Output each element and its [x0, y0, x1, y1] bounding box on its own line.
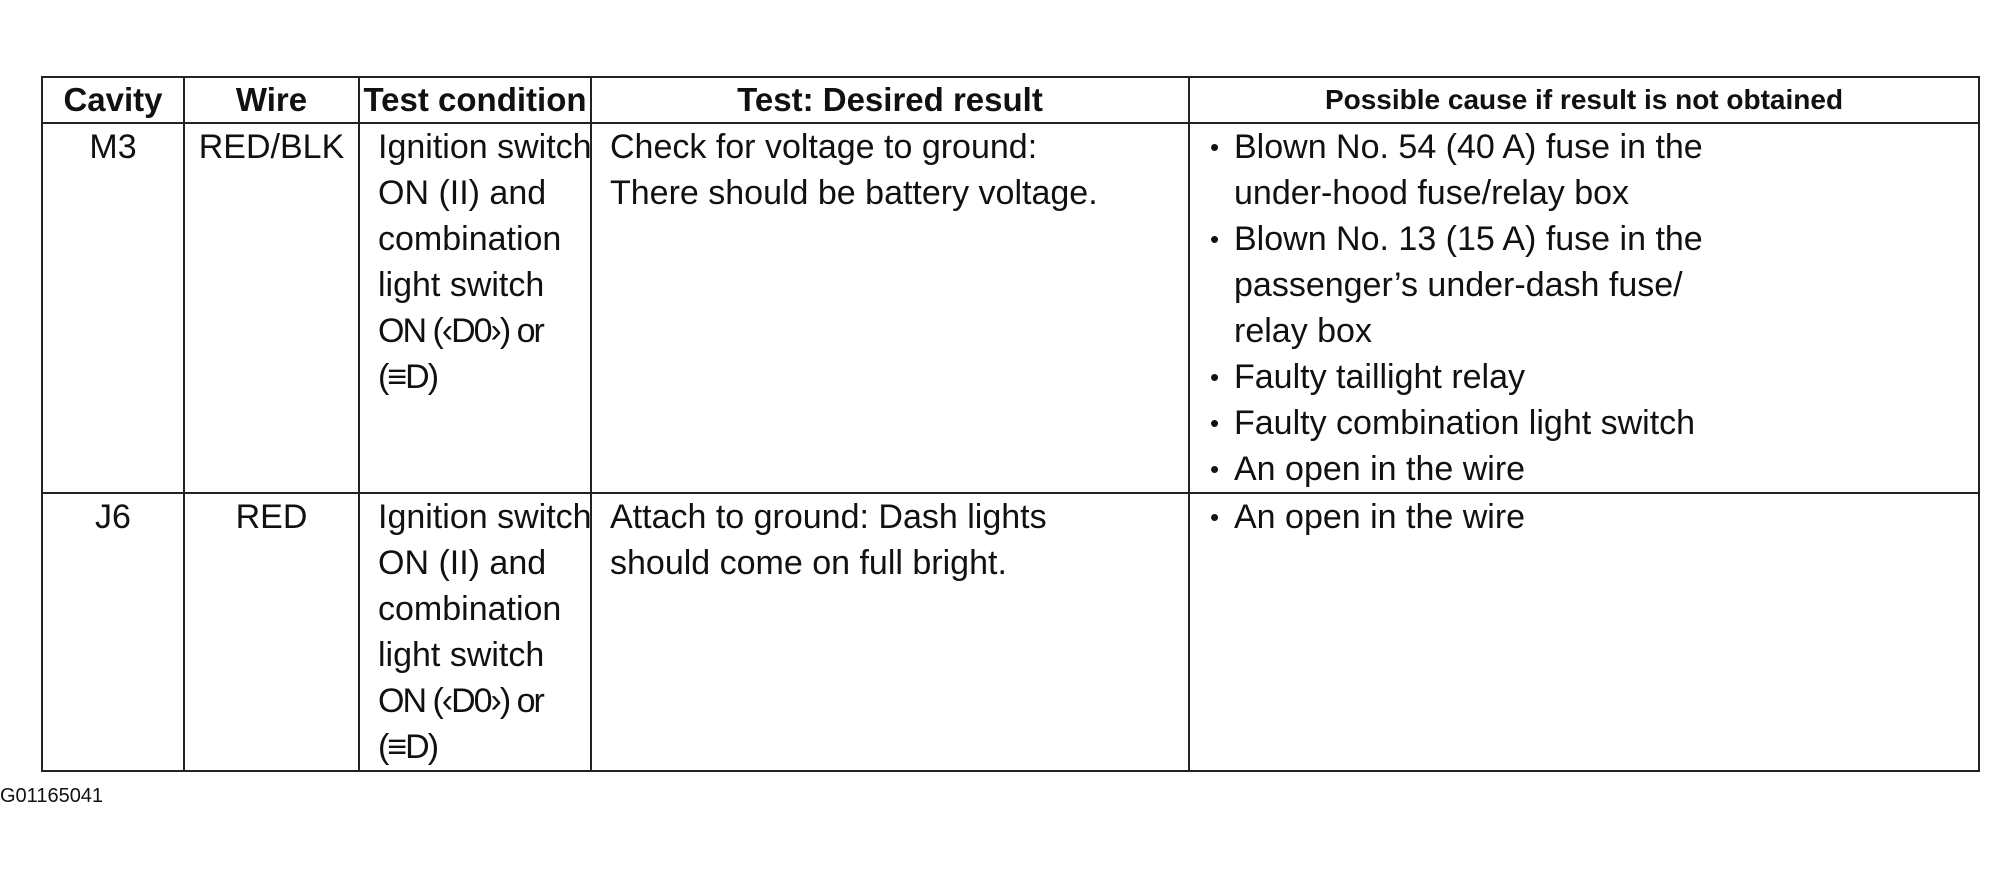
cause-line: Blown No. 13 (15 A) fuse in the	[1234, 220, 1703, 258]
cause-line: Blown No. 54 (40 A) fuse in the	[1234, 128, 1703, 166]
desired-result-line: There should be battery voltage.	[610, 174, 1098, 212]
list-item	[1210, 354, 1968, 400]
desired-result-line: Attach to ground: Dash lights	[610, 498, 1047, 536]
cause-line: under-hood fuse/relay box	[1234, 174, 1630, 212]
possible-cause-cell	[1189, 123, 1979, 493]
header-test-condition: Test condition	[359, 77, 591, 123]
test-condition-line: Ignition switch	[378, 498, 592, 536]
list-item	[1210, 494, 1968, 540]
header-wire: Wire	[184, 77, 359, 123]
bullet-icon: •	[1210, 502, 1220, 532]
diagnostic-table	[41, 76, 1980, 772]
cavity-cell: M3	[42, 123, 184, 493]
header-desired-result: Test: Desired result	[591, 77, 1189, 123]
cavity-cell: J6	[42, 493, 184, 771]
cause-line: An open in the wire	[1234, 498, 1526, 536]
test-condition-line: (≡D)	[378, 358, 438, 396]
wire-cell: RED/BLK	[184, 123, 359, 493]
test-condition-line: Ignition switch	[378, 128, 592, 166]
test-condition-line: ON (‹D0›) or	[378, 312, 543, 350]
test-condition-line: light switch	[378, 266, 545, 304]
cause-line: passenger’s under-dash fuse/	[1234, 266, 1683, 304]
test-condition-line: ON (‹D0›) or	[378, 682, 543, 720]
possible-cause-cell	[1189, 493, 1979, 771]
cause-line: Faulty combination light switch	[1234, 404, 1696, 442]
desired-result-line: Check for voltage to ground:	[610, 128, 1038, 166]
desired-result-line: should come on full bright.	[610, 544, 1007, 582]
cause-line: relay box	[1234, 312, 1372, 350]
test-condition-cell	[359, 123, 591, 493]
list-item	[1210, 446, 1968, 492]
list-item	[1210, 124, 1968, 216]
cause-line: An open in the wire	[1234, 450, 1526, 488]
test-condition-line: combination	[378, 220, 562, 258]
bullet-icon: •	[1210, 362, 1220, 392]
table-row	[42, 493, 1979, 771]
table-row	[42, 123, 1979, 493]
cause-list	[1190, 494, 1978, 540]
figure-code: G01165041	[0, 785, 104, 807]
bullet-icon: •	[1210, 132, 1220, 162]
bullet-icon: •	[1210, 408, 1220, 438]
desired-result-cell	[591, 493, 1189, 771]
cause-list	[1190, 124, 1978, 492]
bullet-icon: •	[1210, 224, 1220, 254]
table-header-row	[42, 77, 1979, 123]
list-item	[1210, 216, 1968, 354]
header-possible-cause: Possible cause if result is not obtained	[1189, 77, 1979, 123]
cause-line: Faulty taillight relay	[1234, 358, 1526, 396]
header-cavity: Cavity	[42, 77, 184, 123]
wire-cell: RED	[184, 493, 359, 771]
test-condition-cell	[359, 493, 591, 771]
bullet-icon: •	[1210, 454, 1220, 484]
desired-result-cell	[591, 123, 1189, 493]
test-condition-line: ON (II) and	[378, 544, 547, 582]
test-condition-line: (≡D)	[378, 728, 438, 766]
test-condition-line: light switch	[378, 636, 545, 674]
test-condition-line: combination	[378, 590, 562, 628]
test-condition-line: ON (II) and	[378, 174, 547, 212]
list-item	[1210, 400, 1968, 446]
